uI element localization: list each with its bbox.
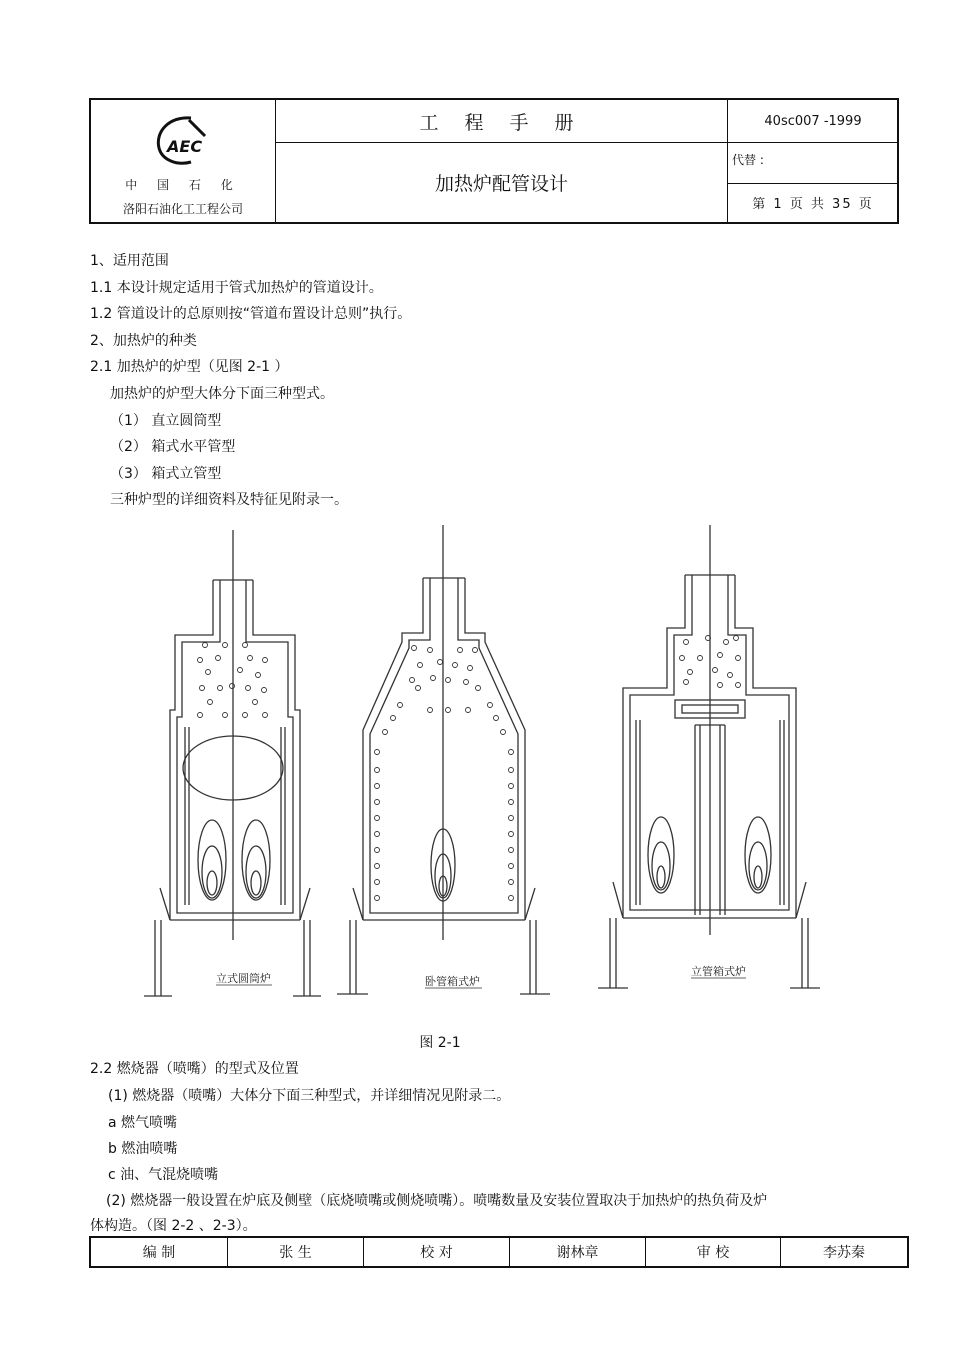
- sig-label-compiled: 编 制: [91, 1238, 228, 1266]
- figure-label-1: 立式圆筒炉: [216, 972, 271, 985]
- text-line: （3） 箱式立管型: [110, 466, 222, 482]
- svg-text:AEC: AEC: [167, 137, 203, 156]
- text-line: 加热炉的炉型大体分下面三种型式。: [110, 386, 334, 402]
- document-number: 40sc007 -1999: [728, 100, 898, 143]
- figure-caption: 图 2-1: [419, 1035, 461, 1051]
- company-name-1: 中 国 石 化: [125, 178, 241, 192]
- company-name-2: 洛阳石油化工工程公司: [122, 202, 243, 216]
- text-line: b 燃油喷嘴: [108, 1141, 178, 1157]
- text-line: 1.1 本设计规定适用于管式加热炉的管道设计。: [90, 280, 383, 296]
- text-line: 三种炉型的详细资料及特征见附录一。: [110, 492, 348, 508]
- company-cell: [91, 100, 276, 222]
- text-line: 体构造。（图 2-2 、2-3）。: [90, 1218, 257, 1234]
- manual-title: 工 程 手 册: [276, 100, 727, 143]
- sig-name-checker: 谢林章: [510, 1238, 646, 1266]
- document-title: 加热炉配管设计: [434, 173, 568, 195]
- furnace-horizontal-box: [337, 525, 550, 994]
- text-line: a 燃气喷嘴: [108, 1115, 178, 1131]
- company-logo: [151, 114, 215, 170]
- text-line: c 油、气混烧喷嘴: [108, 1167, 219, 1183]
- signature-table: [89, 1236, 909, 1268]
- title-block: [89, 98, 899, 224]
- sig-label-checked: 校 对: [364, 1238, 510, 1266]
- replaces-label: 代替 :: [728, 143, 898, 184]
- page-info: 第 1 页 共 35 页: [752, 197, 874, 212]
- sig-name-reviewer: 李苏秦: [823, 1245, 865, 1261]
- doc-meta: [727, 100, 898, 222]
- text-line: （1） 直立圆筒型: [110, 413, 222, 429]
- figure-label-2: 卧管箱式炉: [425, 975, 480, 988]
- text-line: 1、适用范围: [90, 253, 169, 269]
- furnace-vertical-box: [598, 525, 820, 988]
- sig-label-reviewed: 审 校: [646, 1238, 781, 1266]
- text-line: 2、加热炉的种类: [90, 333, 197, 349]
- text-line: 2.2 燃烧器（喷嘴）的型式及位置: [90, 1061, 299, 1077]
- text-line: (2) 燃烧器一般设置在炉底及侧壁（底烧喷嘴或侧烧喷嘴）。喷嘴数量及安装位置取决于加热炉的热负荷及炉: [106, 1193, 768, 1209]
- sig-name-compiler: 张 生: [228, 1238, 364, 1266]
- text-line: 2.1 加热炉的炉型（见图 2-1 ）: [90, 359, 289, 375]
- furnace-figure: [130, 520, 830, 1010]
- text-line: (1) 燃烧器（喷嘴）大体分下面三种型式，并详细情况见附录二。: [108, 1088, 511, 1104]
- text-line: 1.2 管道设计的总原则按“管道布置设计总则”执行。: [90, 306, 412, 322]
- text-line: （2） 箱式水平管型: [110, 439, 236, 455]
- figure-label-3: 立管箱式炉: [691, 965, 746, 978]
- furnace-vertical-cylindrical: [144, 530, 321, 996]
